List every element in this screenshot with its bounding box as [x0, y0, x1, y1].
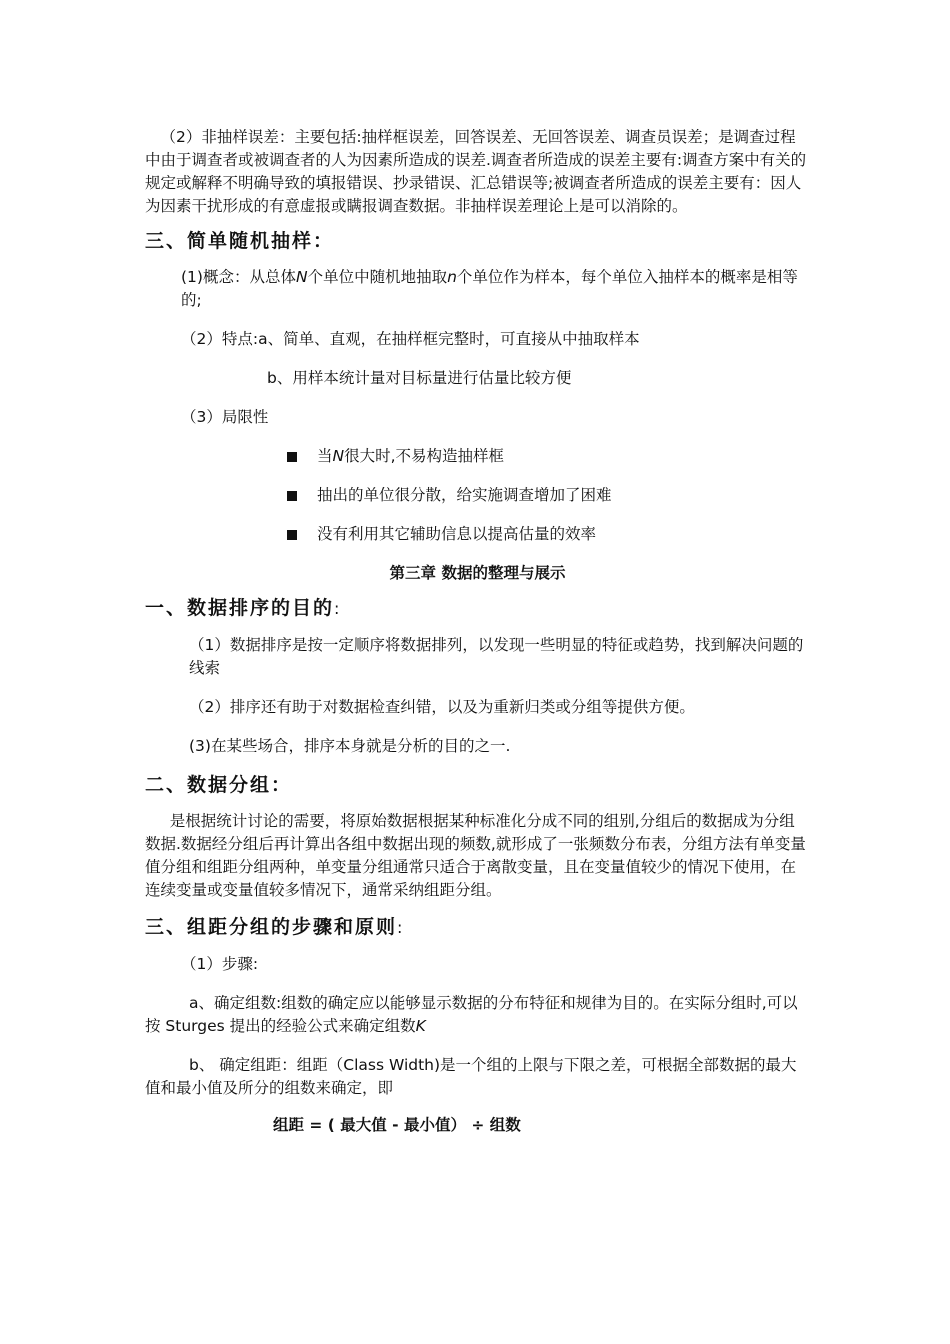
class-width-formula: 组距 = ( 最大值 - 最小值） ÷ 组数 — [273, 1116, 521, 1134]
concept-paragraph — [145, 266, 810, 312]
interval-heading-text: 三、组距分组的步骤和原则 — [145, 916, 398, 938]
limitation-title: （3）局限性 — [181, 408, 269, 426]
limitation-bullet-2 — [145, 484, 810, 507]
step-a-paragraph — [145, 992, 810, 1038]
bullet-1-text — [317, 445, 504, 468]
bullet-2-text: 抽出的单位很分散，给实施调查增加了困难 — [317, 486, 612, 504]
sort-paragraph-1: （1）数据排序是按一定顺序将数据排列，以发现一些明显的特征或趋势，找到解决问题的线索 — [189, 636, 804, 677]
bullet-3-text: 没有利用其它辅助信息以提高估量的效率 — [317, 525, 597, 543]
limitation-bullet-1 — [145, 445, 810, 468]
sorting-heading-text: 一、数据排序的目的 — [145, 597, 335, 619]
concept-text-c: 个单位作为样本，每个单位入抽样本的概率是相等的; — [181, 268, 798, 309]
feature-b: b、用样本统计量对目标量进行估量比较方便 — [267, 369, 572, 387]
bullet-1-text-a: 当 — [317, 447, 333, 465]
concept-text-b: 个单位中随机地抽取 — [307, 268, 448, 286]
simple-random-sampling-heading: 三、简单随机抽样： — [145, 230, 335, 252]
bullet-1-var-N: N — [332, 447, 345, 465]
sorting-purpose-heading — [145, 595, 810, 622]
document-page — [145, 126, 810, 1137]
square-bullet-icon — [287, 452, 297, 462]
square-bullet-icon — [287, 491, 297, 501]
concept-var-N: N — [295, 268, 308, 286]
concept-text-a: (1)概念：从总体 — [181, 268, 296, 286]
step-a-text: a、确定组数:组数的确定应以能够显示数据的分布特征和规律为目的。在实际分组时,可以按 Sturges 提出的经验公式来确定组数 — [145, 994, 798, 1035]
nonsampling-error-paragraph: （2）非抽样误差：主要包括:抽样框误差，回答误差、无回答误差、调查员误差；是调查过程中由于调查者或被调查者的人为因素所造成的误差.调查者所造成的误差主要有:调查方案中有关的规定或解释不明确导致的填报错误、抄录错误、汇总错误等;被调查者所造成的误差主要有：因人为因素干扰形成的有意虚报或瞒报调查数据。非抽样误差理论上是可以消除的。 — [145, 128, 807, 215]
sort-paragraph-3: (3)在某些场合，排序本身就是分析的目的之一. — [189, 737, 511, 755]
interval-heading-colon: : — [397, 918, 405, 937]
step-b-paragraph: b、 确定组距：组距（Class Width)是一个组的上限与下限之差，可根据全部数据的最大值和最小值及所分的组数来确定，即 — [145, 1056, 797, 1097]
bullet-1-text-b: 很大时,不易构造抽样框 — [344, 447, 505, 465]
grouping-paragraph: 是根据统计讨论的需要，将原始数据根据某种标准化分成不同的组别,分组后的数据成为分组数据.数据经分组后再计算出各组中数据出现的频数,就形成了一张频数分布表，分组方法有单变量值分组和组距分组两种，单变量分组通常只适合于离散变量，且在变量值较少的情况下使用，在连续变量或变量值较多情况下，通常采纳组距分组。 — [145, 812, 806, 899]
feature-a: （2）特点:a、简单、直观，在抽样框完整时，可直接从中抽取样本 — [181, 330, 640, 348]
steps-title: （1）步骤: — [181, 955, 259, 973]
data-grouping-heading: 二、数据分组： — [145, 774, 293, 796]
interval-grouping-heading — [145, 914, 810, 941]
concept-var-n: n — [447, 268, 457, 286]
chapter-title: 第三章 数据的整理与展示 — [389, 564, 566, 582]
sort-paragraph-2: （2）排序还有助于对数据检查纠错，以及为重新归类或分组等提供方便。 — [189, 698, 695, 716]
square-bullet-icon — [287, 530, 297, 540]
sorting-heading-colon: : — [334, 599, 342, 618]
limitation-bullet-3 — [145, 523, 810, 546]
step-a-var-K: K — [415, 1017, 426, 1035]
